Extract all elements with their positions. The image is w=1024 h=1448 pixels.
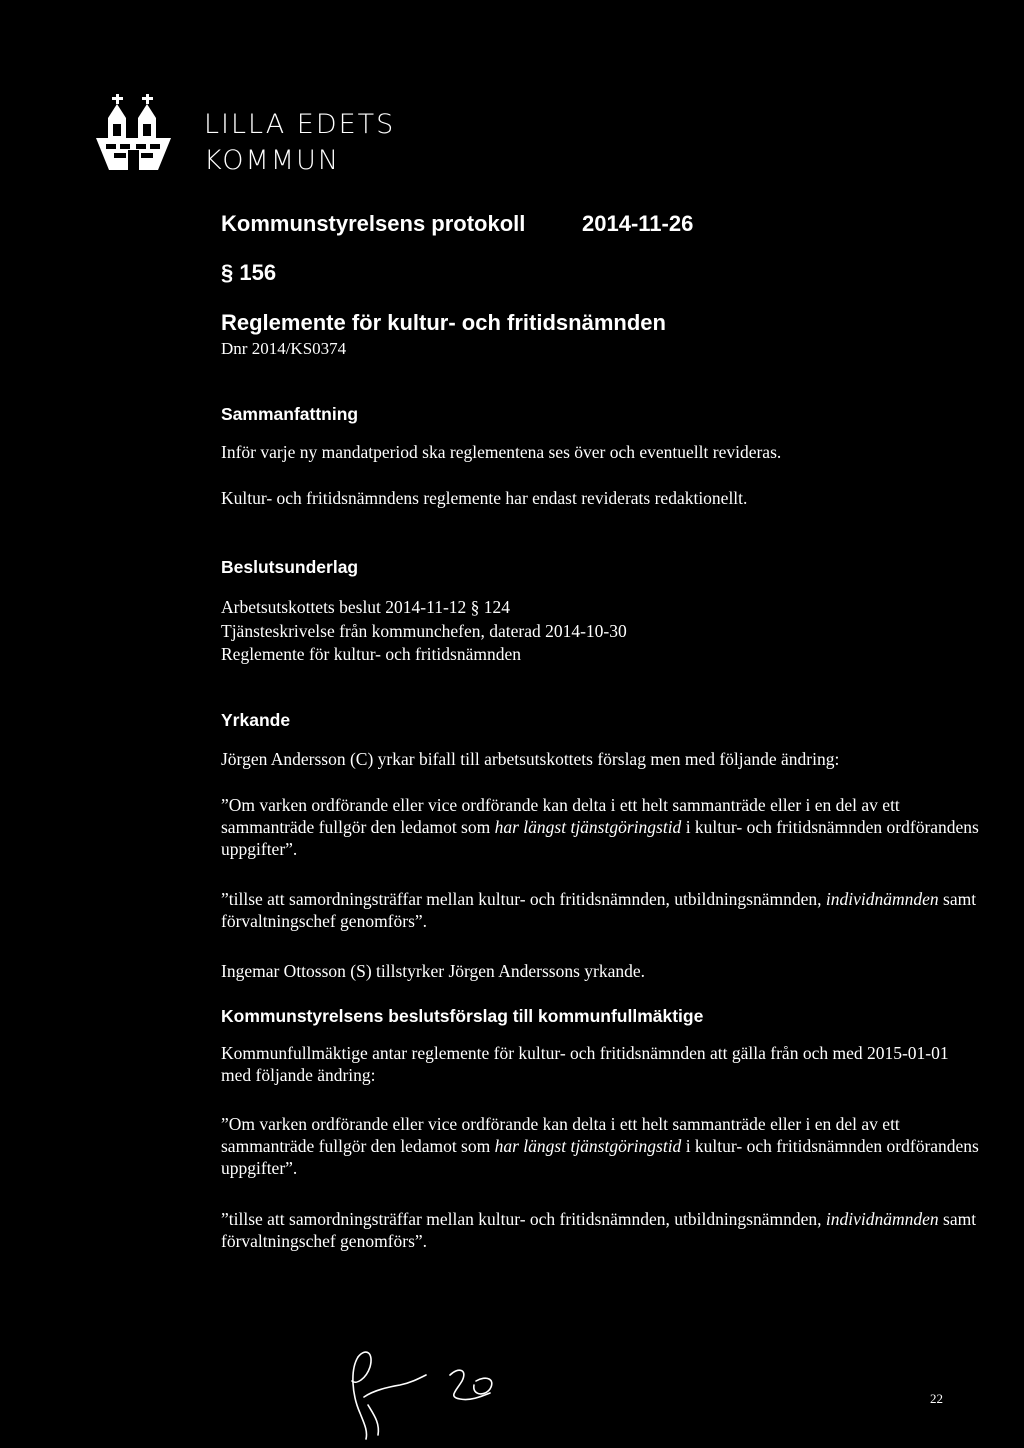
motion-quote-2: ”tillse att samordningsträffar mellan kultur- och fritidsnämnden, utbildningsnämnden, individnämnden samt förvaltningschef genomförs”. [221,889,977,931]
proposal-quote-1: ”Om varken ordförande eller vice ordförande kan delta i ett helt sammanträde eller i en del av ett sammanträde fullgör den ledamot som har längst tjänstgöringstid i kultur- och fritidsnämnden ordförandens uppgifter”. [221,1114,979,1178]
dnr: Dnr 2014/KS0374 [221,339,347,358]
proposal-quote-2: ”tillse att samordningsträffar mellan kultur- och fritidsnämnden, utbildningsnämnden, individnämnden samt förvaltningschef genomförs”. [221,1209,977,1251]
org-name-line2: KOMMUN [204,145,341,176]
section-heading-beslutsunderlag: Beslutsunderlag [221,557,359,577]
municipal-coat-of-arms-icon [86,88,206,188]
org-name-line1: LILLA EDETS [204,109,396,140]
page-number: 22 [930,1391,943,1406]
section-heading-yrkande: Yrkande [221,710,291,730]
motion-support: Ingemar Ottosson (S) tillstyrker Jörgen Anderssons yrkande. [221,961,645,981]
decision-basis-item: Tjänsteskrivelse från kommunchefen, daterad 2014-10-30 [221,621,627,641]
motion-quote-1: ”Om varken ordförande eller vice ordförande kan delta i ett helt sammanträde eller i en del av ett sammanträde fullgör den ledamot som har längst tjänstgöringstid i kultur- och fritidsnämnden ordförandens uppgifter”. [221,795,979,859]
matter-title: Reglemente för kultur- och fritidsnämnden [221,310,666,335]
protocol-date: 2014-11-26 [582,211,694,236]
paragraph-number: § 156 [221,260,277,285]
motion-intro: Jörgen Andersson (C) yrkar bifall till arbetsutskottets förslag men med följande ändring: [221,749,840,769]
decision-basis-item: Reglemente för kultur- och fritidsnämnden [221,644,521,664]
section-heading-sammanfattning: Sammanfattning [221,404,359,424]
decision-basis-item: Arbetsutskottets beslut 2014-11-12 § 124 [221,597,511,617]
proposal-intro: Kommunfullmäktige antar reglemente för kultur- och fritidsnämnden att gälla från och med 2015-01-01 med följande ändring: [221,1043,949,1085]
handwritten-signature [340,1335,515,1445]
protocol-title: Kommunstyrelsens protokoll [221,211,526,236]
summary-line: Inför varje ny mandatperiod ska reglementena ses över och eventuellt revideras. [221,442,782,462]
summary-line: Kultur- och fritidsnämndens reglemente har endast reviderats redaktionellt. [221,488,748,508]
section-heading-beslutsforslag: Kommunstyrelsens beslutsförslag till kommunfullmäktige [221,1006,704,1026]
